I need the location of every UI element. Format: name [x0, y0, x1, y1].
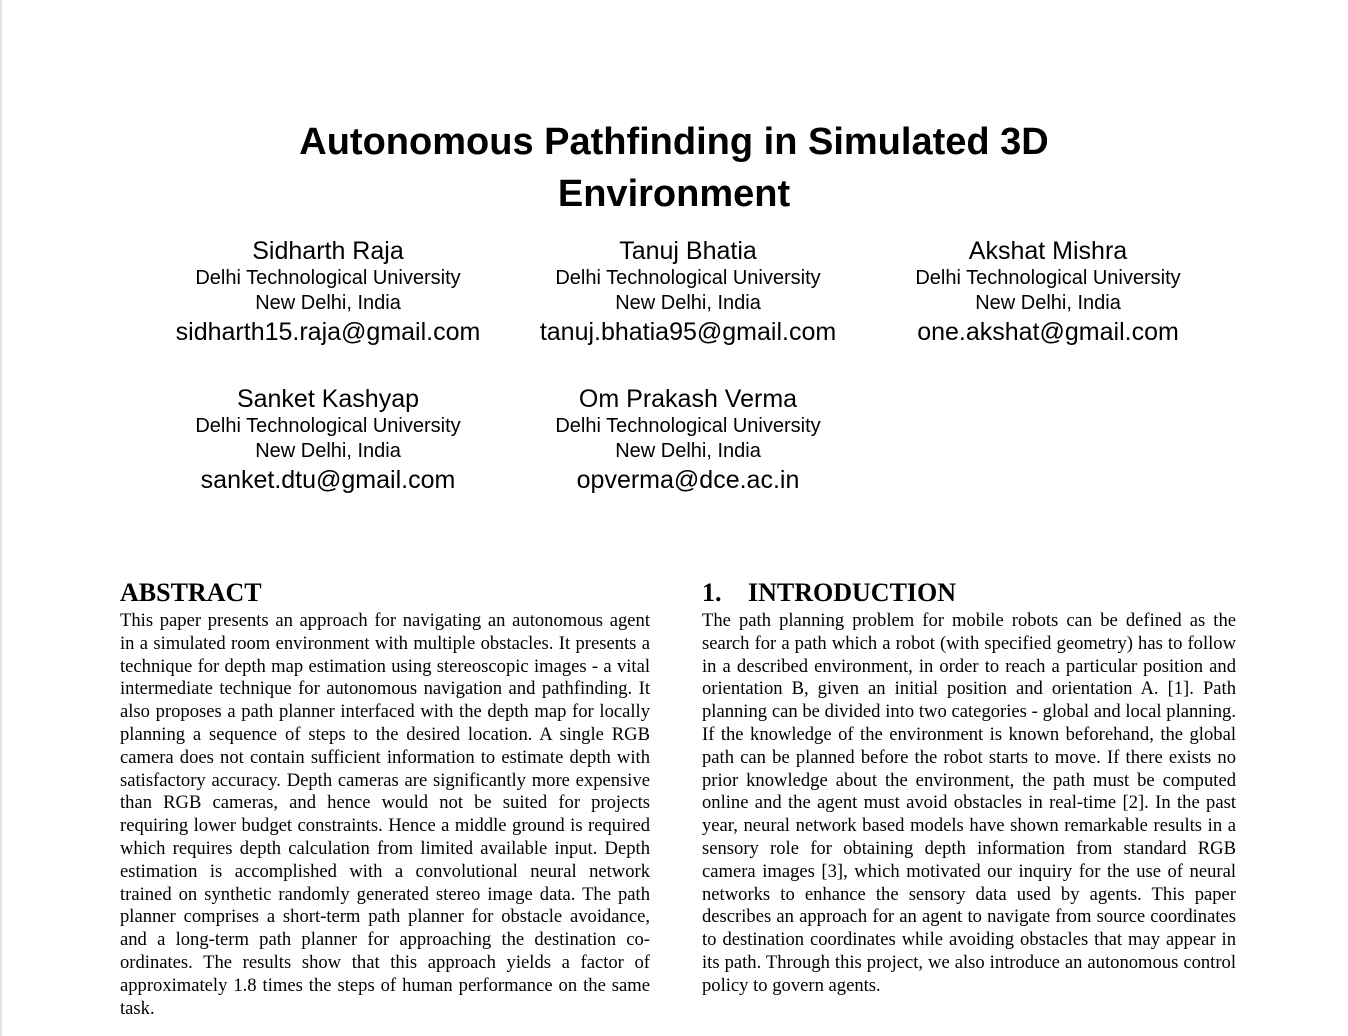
author-affiliation: Delhi Technological University	[195, 415, 461, 437]
author-block	[508, 384, 868, 496]
author-block	[508, 236, 868, 348]
author-email: tanuj.bhatia95@gmail.com	[539, 318, 837, 346]
paper-title: Autonomous Pathfinding in Simulated 3D Environment	[299, 121, 1049, 215]
author-affiliation: Delhi Technological University	[555, 267, 821, 289]
abstract-section	[120, 576, 650, 1020]
section-title: INTRODUCTION	[748, 578, 957, 607]
author-location: New Delhi, India	[615, 440, 761, 462]
author-email: sanket.dtu@gmail.com	[200, 466, 456, 494]
author-block	[148, 384, 508, 496]
author-affiliation: Delhi Technological University	[915, 267, 1181, 289]
author-name: Sidharth Raja	[252, 237, 404, 265]
author-name: Akshat Mishra	[968, 237, 1128, 265]
section-number: 1.	[702, 578, 722, 607]
introduction-text: The path planning problem for mobile robots can be defined as the search for a path which a robot (with specified geometry) has to follow in a described environment, in order to reach a particular position and orientation B, given an initial position and orientation A. [1]. Path planning can be divided into two categories - global and local planning. If the knowledge of the environment is known beforehand, the global path can be planned before the robot starts to move. If there exists no prior knowledge about the environment, the path must be computed online and the agent must avoid obstacles in real-time [2]. In the past year, neural network based models have shown remarkable results in a sensory role for obtaining depth information from standard RGB camera images [3], which motivated our inquiry for the use of neural networks to enhance the sensory data used by agents. This paper describes an approach for an agent to navigate from source coordinates to destination coordinates while avoiding obstacles that may appear in its path. Through this project, we also introduce an autonomous control policy to govern agents.	[702, 610, 1236, 996]
abstract-text: This paper presents an approach for navigating an autonomous agent in a simulated room environment with multiple obstacles. It presents a technique for depth map estimation using stereoscopic images - a vital intermediate technique for autonomous navigation and pathfinding. It also proposes a path planner interfaced with the depth map for locally planning a sequence of steps to the desired location. A single RGB camera does not contain sufficient information to estimate depth with satisfactory accuracy. Depth cameras are significantly more expensive than RGB cameras, and hence would not be suited for projects requiring lower budget constraints. Hence a middle ground is required which requires depth calculation from limited available input. Depth estimation is accomplished with a convolutional neural network trained on synthetic randomly generated stereo image data. The path planner comprises a short-term path planner for obstacle avoidance, and a long-term path planner for approaching the destination co-ordinates. The results show that this approach yields a factor of approximately 1.8 times the steps of human performance on the same task.	[120, 610, 650, 1019]
author-block	[868, 236, 1228, 348]
introduction-heading	[702, 576, 1236, 610]
author-email: one.akshat@gmail.com	[917, 318, 1179, 346]
author-location: New Delhi, India	[615, 292, 761, 314]
author-affiliation: Delhi Technological University	[195, 267, 461, 289]
author-name: Tanuj Bhatia	[619, 237, 757, 265]
author-location: New Delhi, India	[255, 292, 401, 314]
author-affiliation: Delhi Technological University	[555, 415, 821, 437]
introduction-section	[702, 576, 1236, 998]
author-email: sidharth15.raja@gmail.com	[175, 318, 481, 346]
author-location: New Delhi, India	[975, 292, 1121, 314]
author-name: Om Prakash Verma	[578, 385, 798, 413]
author-name: Sanket Kashyap	[236, 385, 420, 413]
abstract-heading: ABSTRACT	[120, 578, 262, 607]
page-edge	[0, 0, 2, 1036]
author-location: New Delhi, India	[255, 440, 401, 462]
author-block	[148, 236, 508, 348]
author-email: opverma@dce.ac.in	[576, 466, 800, 494]
